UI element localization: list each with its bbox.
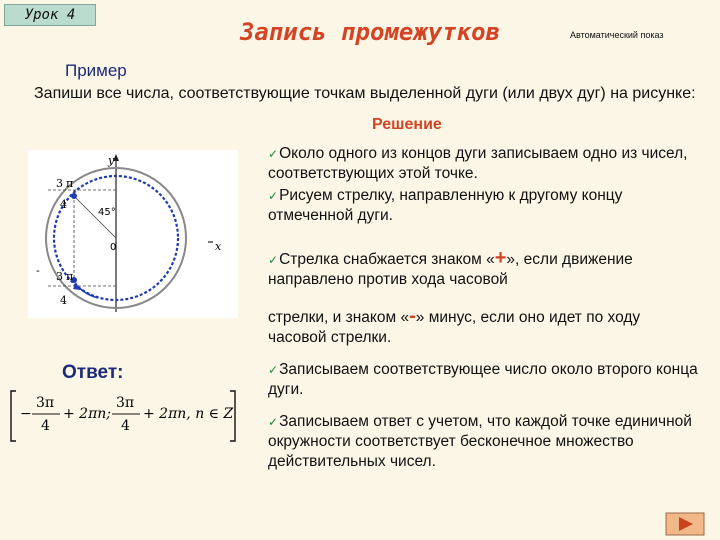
solution-heading: Решение bbox=[372, 116, 442, 133]
step-text: », если движение направлено против хода часовой bbox=[268, 251, 633, 288]
top-label-denominator: 4 bbox=[60, 198, 67, 211]
angle-label: 45° bbox=[98, 207, 116, 218]
answer-label: Ответ: bbox=[62, 362, 124, 383]
step-text: стрелки, и знаком « bbox=[268, 309, 410, 326]
x-axis-label: x bbox=[215, 240, 222, 253]
bottom-label-denominator: 4 bbox=[60, 294, 67, 307]
step-text: Рисуем стрелку, направленную к другому концу отмеченной дуги. bbox=[268, 187, 623, 224]
left-bracket bbox=[11, 391, 16, 441]
frac2-numerator: 3π bbox=[116, 395, 135, 411]
step-3 bbox=[268, 248, 698, 290]
minus-sign: - bbox=[409, 305, 416, 327]
step-1 bbox=[268, 144, 698, 184]
figure-background bbox=[28, 150, 238, 318]
step-text: Стрелка снабжается знаком « bbox=[279, 251, 495, 268]
step-text: Около одного из концов дуги записываем одно из чисел, соответствующих этой точке. bbox=[268, 145, 688, 182]
step-2 bbox=[268, 186, 698, 226]
check-icon: ✓ bbox=[268, 415, 279, 429]
formula-minus: − bbox=[20, 406, 32, 422]
page-title: Запись промежутков bbox=[239, 18, 501, 46]
arc-start-point bbox=[71, 193, 77, 199]
check-icon: ✓ bbox=[268, 363, 279, 377]
task-text: Запиши все числа, соответствующие точкам выделенной дуги (или двух дуг) на рисунке: bbox=[34, 85, 696, 102]
y-axis-label: y bbox=[108, 154, 115, 167]
bottom-label-numerator: 3 bbox=[56, 270, 63, 283]
step-text: Записываем ответ с учетом, что каждой точке единичной окружности соответствует бесконечное множество действительных чисел. bbox=[268, 413, 692, 470]
origin-label: 0 bbox=[110, 242, 117, 253]
step-text: Записываем соответствующее число около второго конца дуги. bbox=[268, 361, 698, 398]
example-heading: Пример bbox=[65, 61, 127, 80]
unit-circle-figure bbox=[28, 150, 243, 320]
step-4 bbox=[268, 306, 698, 348]
top-label-pi: π bbox=[66, 177, 74, 190]
top-label-numerator: 3 bbox=[56, 177, 63, 190]
step-5 bbox=[268, 360, 698, 400]
check-icon: ✓ bbox=[268, 147, 279, 161]
frac1-denominator: 4 bbox=[41, 418, 50, 434]
term2: + 2πn, n ∈ Z bbox=[143, 406, 234, 422]
check-icon: ✓ bbox=[268, 189, 279, 203]
bottom-label-pi: π bbox=[66, 270, 74, 283]
next-slide-button[interactable] bbox=[665, 512, 705, 536]
step-text: » минус, если оно идет по ходу часовой стрелки. bbox=[268, 309, 641, 346]
frac2-denominator: 4 bbox=[121, 418, 130, 434]
step-6 bbox=[268, 412, 698, 472]
answer-formula bbox=[8, 387, 238, 445]
bottom-label-minus: - bbox=[36, 264, 40, 277]
frac1-numerator: 3π bbox=[36, 395, 55, 411]
lesson-tab: Урок 4 bbox=[4, 4, 96, 26]
term1: + 2πn; bbox=[63, 406, 112, 422]
auto-mode-label: Автоматический показ bbox=[570, 30, 664, 40]
plus-sign: + bbox=[494, 247, 507, 269]
check-icon: ✓ bbox=[268, 253, 279, 267]
